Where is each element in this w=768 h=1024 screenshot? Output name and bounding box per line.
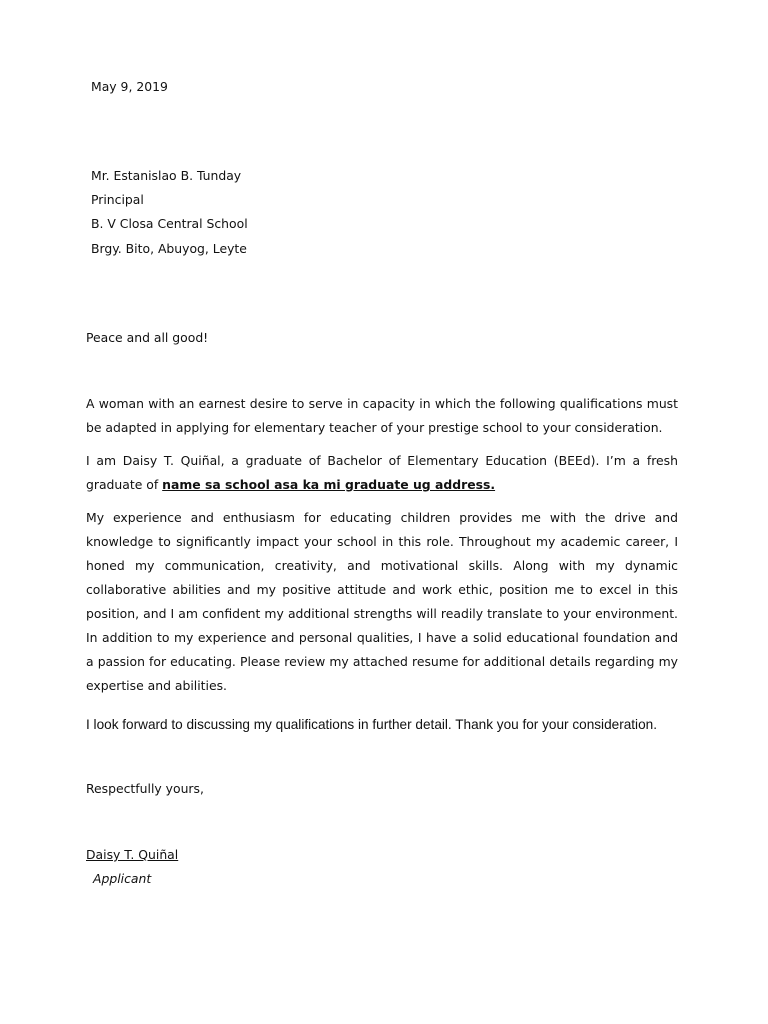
school-placeholder: name sa school asa ka mi graduate ug address.: [162, 477, 496, 492]
paragraph-experience: My experience and enthusiasm for educating children provides me with the drive and knowledge to significantly impact your school in this role. Throughout my academic career, I honed my communication, creativity, and motivational skills. Along with my dynamic collaborative abilities and my positive attitude and work ethic, position me to excel in this position, and I am confident my additional strengths will readily translate to your environment. In addition to my experience and personal qualities, I have a solid educational foundation and a passion for educating. Please review my attached resume for additional details regarding my expertise and abilities.: [86, 510, 678, 693]
recipient-name: Mr. Estanislao B. Tunday: [91, 168, 242, 183]
recipient-title: Principal: [91, 192, 144, 207]
paragraph-education-text: I am Daisy T. Quiñal, a graduate of Bachelor of Elementary Education (BEEd). I’m a fresh graduate of: [86, 453, 678, 492]
signature-role: Applicant: [93, 871, 152, 886]
closing: Respectfully yours,: [86, 781, 204, 796]
paragraph-intro: A woman with an earnest desire to serve in capacity in which the following qualifications must be adapted in applying for elementary teacher of your prestige school to your consideration.: [86, 396, 678, 435]
signature-name: Daisy T. Quiñal: [86, 847, 179, 862]
paragraph-closing-remark: I look forward to discussing my qualifications in further detail. Thank you for your consideration.: [86, 717, 657, 732]
recipient-school: B. V Closa Central School: [91, 216, 248, 231]
letter-date: May 9, 2019: [91, 79, 168, 94]
salutation: Peace and all good!: [86, 330, 209, 345]
recipient-address: Brgy. Bito, Abuyog, Leyte: [91, 241, 247, 256]
paragraph-education: [86, 449, 678, 497]
